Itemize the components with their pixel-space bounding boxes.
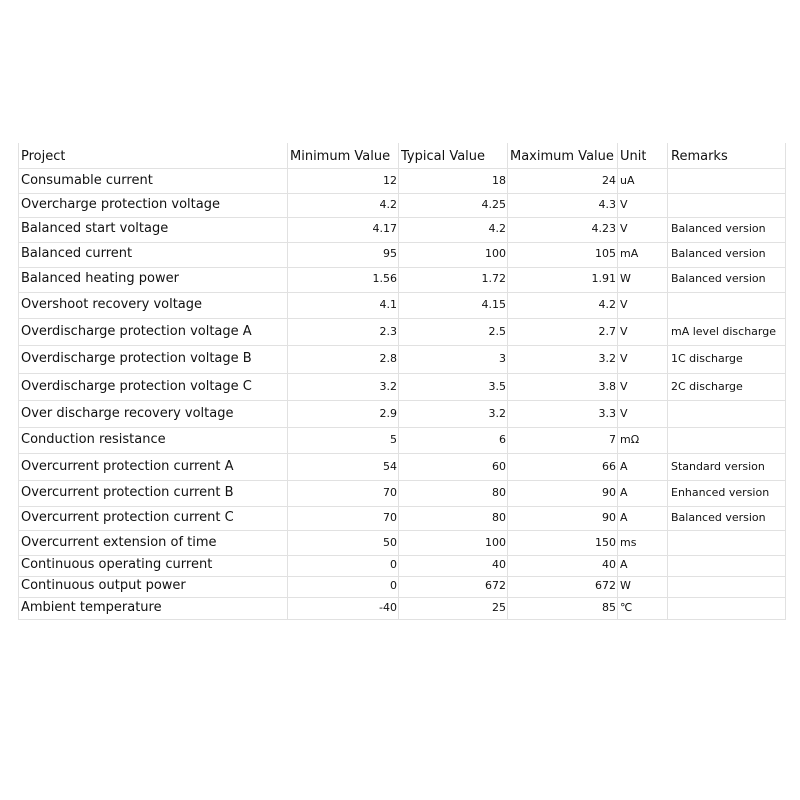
row-unit: A: [620, 559, 628, 570]
horizontal-gridline: [18, 427, 786, 428]
horizontal-gridline: [18, 242, 786, 243]
horizontal-gridline: [18, 168, 786, 169]
horizontal-gridline: [18, 217, 786, 218]
row-typical-value: 100: [485, 248, 506, 259]
row-max-value: 3.2: [598, 353, 616, 364]
row-max-value: 85: [602, 602, 616, 613]
row-typical-value: 100: [485, 537, 506, 548]
vertical-gridline: [18, 143, 19, 619]
row-project: Ambient temperature: [21, 601, 162, 614]
row-min-value: 2.8: [379, 353, 397, 364]
row-project: Overdischarge protection voltage C: [21, 380, 252, 393]
row-typical-value: 6: [499, 434, 506, 445]
row-project: Overdischarge protection voltage B: [21, 352, 252, 365]
horizontal-gridline: [18, 555, 786, 556]
row-typical-value: 25: [492, 602, 506, 613]
header-typ: Typical Value: [401, 150, 486, 163]
row-unit: V: [620, 199, 628, 210]
row-remarks: Balanced version: [671, 512, 766, 523]
row-min-value: 5: [390, 434, 397, 445]
horizontal-gridline: [18, 480, 786, 481]
row-unit: V: [620, 408, 628, 419]
header-min: Minimum Value: [290, 150, 391, 163]
row-project: Overcurrent protection current A: [21, 460, 234, 473]
row-min-value: 4.2: [379, 199, 397, 210]
horizontal-gridline: [18, 400, 786, 401]
row-max-value: 7: [609, 434, 616, 445]
row-max-value: 105: [595, 248, 616, 259]
row-unit: A: [620, 512, 628, 523]
row-max-value: 4.2: [598, 299, 616, 310]
row-unit: V: [620, 326, 628, 337]
horizontal-gridline: [18, 292, 786, 293]
row-project: Balanced start voltage: [21, 222, 169, 235]
vertical-gridline: [667, 143, 668, 619]
row-project: Overdischarge protection voltage A: [21, 325, 252, 338]
row-project: Overcurrent extension of time: [21, 536, 217, 549]
row-max-value: 90: [602, 487, 616, 498]
row-min-value: 4.1: [379, 299, 397, 310]
row-min-value: 50: [383, 537, 397, 548]
vertical-gridline: [785, 143, 786, 619]
row-project: Continuous output power: [21, 579, 186, 592]
horizontal-gridline: [18, 619, 786, 620]
row-typical-value: 60: [492, 461, 506, 472]
row-max-value: 4.23: [591, 223, 616, 234]
row-typical-value: 18: [492, 175, 506, 186]
header-unit: Unit: [620, 150, 647, 163]
row-min-value: 70: [383, 487, 397, 498]
row-project: Overcurrent protection current C: [21, 511, 234, 524]
horizontal-gridline: [18, 453, 786, 454]
horizontal-gridline: [18, 193, 786, 194]
row-max-value: 24: [602, 175, 616, 186]
row-typical-value: 1.72: [481, 273, 506, 284]
row-max-value: 672: [595, 580, 616, 591]
row-min-value: 3.2: [379, 381, 397, 392]
horizontal-gridline: [18, 530, 786, 531]
row-max-value: 3.3: [598, 408, 616, 419]
row-min-value: 1.56: [372, 273, 397, 284]
row-project: Overshoot recovery voltage: [21, 298, 203, 311]
row-unit: mA: [620, 248, 639, 259]
row-typical-value: 4.15: [481, 299, 506, 310]
horizontal-gridline: [18, 506, 786, 507]
row-remarks: Balanced version: [671, 248, 766, 259]
header-remarks: Remarks: [671, 150, 728, 163]
row-remarks: Balanced version: [671, 223, 766, 234]
horizontal-gridline: [18, 597, 786, 598]
row-typical-value: 2.5: [488, 326, 506, 337]
row-remarks: Balanced version: [671, 273, 766, 284]
row-min-value: 95: [383, 248, 397, 259]
row-unit: mΩ: [620, 434, 640, 445]
horizontal-gridline: [18, 345, 786, 346]
row-unit: V: [620, 299, 628, 310]
row-remarks: Enhanced version: [671, 487, 770, 498]
row-typical-value: 672: [485, 580, 506, 591]
row-unit: V: [620, 223, 628, 234]
row-max-value: 3.8: [598, 381, 616, 392]
row-typical-value: 40: [492, 559, 506, 570]
row-typical-value: 3: [499, 353, 506, 364]
row-remarks: mA level discharge: [671, 326, 776, 337]
row-project: Over discharge recovery voltage: [21, 407, 234, 420]
row-min-value: 2.9: [379, 408, 397, 419]
row-min-value: 0: [390, 559, 397, 570]
row-min-value: 0: [390, 580, 397, 591]
row-unit: A: [620, 487, 628, 498]
row-project: Continuous operating current: [21, 558, 213, 571]
row-unit: V: [620, 381, 628, 392]
row-typical-value: 3.2: [488, 408, 506, 419]
row-min-value: -40: [379, 602, 397, 613]
row-min-value: 4.17: [372, 223, 397, 234]
row-typical-value: 4.2: [488, 223, 506, 234]
row-project: Balanced current: [21, 247, 133, 260]
row-typical-value: 80: [492, 512, 506, 523]
horizontal-gridline: [18, 267, 786, 268]
row-max-value: 66: [602, 461, 616, 472]
row-typical-value: 3.5: [488, 381, 506, 392]
row-min-value: 2.3: [379, 326, 397, 337]
row-unit: A: [620, 461, 628, 472]
row-min-value: 54: [383, 461, 397, 472]
row-project: Balanced heating power: [21, 272, 179, 285]
horizontal-gridline: [18, 373, 786, 374]
header-project: Project: [21, 150, 66, 163]
row-min-value: 70: [383, 512, 397, 523]
row-unit: uA: [620, 175, 635, 186]
horizontal-gridline: [18, 318, 786, 319]
row-remarks: Standard version: [671, 461, 765, 472]
row-remarks: 2C discharge: [671, 381, 743, 392]
row-typical-value: 4.25: [481, 199, 506, 210]
row-unit: ℃: [620, 602, 633, 613]
row-unit: ms: [620, 537, 637, 548]
row-project: Consumable current: [21, 174, 153, 187]
row-project: Overcurrent protection current B: [21, 486, 234, 499]
horizontal-gridline: [18, 576, 786, 577]
row-project: Overcharge protection voltage: [21, 198, 220, 211]
header-max: Maximum Value: [510, 150, 614, 163]
row-project: Conduction resistance: [21, 433, 166, 446]
row-max-value: 4.3: [598, 199, 616, 210]
vertical-gridline: [617, 143, 618, 619]
row-max-value: 2.7: [598, 326, 616, 337]
row-max-value: 90: [602, 512, 616, 523]
row-min-value: 12: [383, 175, 397, 186]
row-max-value: 1.91: [591, 273, 616, 284]
row-max-value: 40: [602, 559, 616, 570]
row-max-value: 150: [595, 537, 616, 548]
row-unit: W: [620, 580, 631, 591]
row-unit: V: [620, 353, 628, 364]
row-remarks: 1C discharge: [671, 353, 743, 364]
row-typical-value: 80: [492, 487, 506, 498]
row-unit: W: [620, 273, 631, 284]
